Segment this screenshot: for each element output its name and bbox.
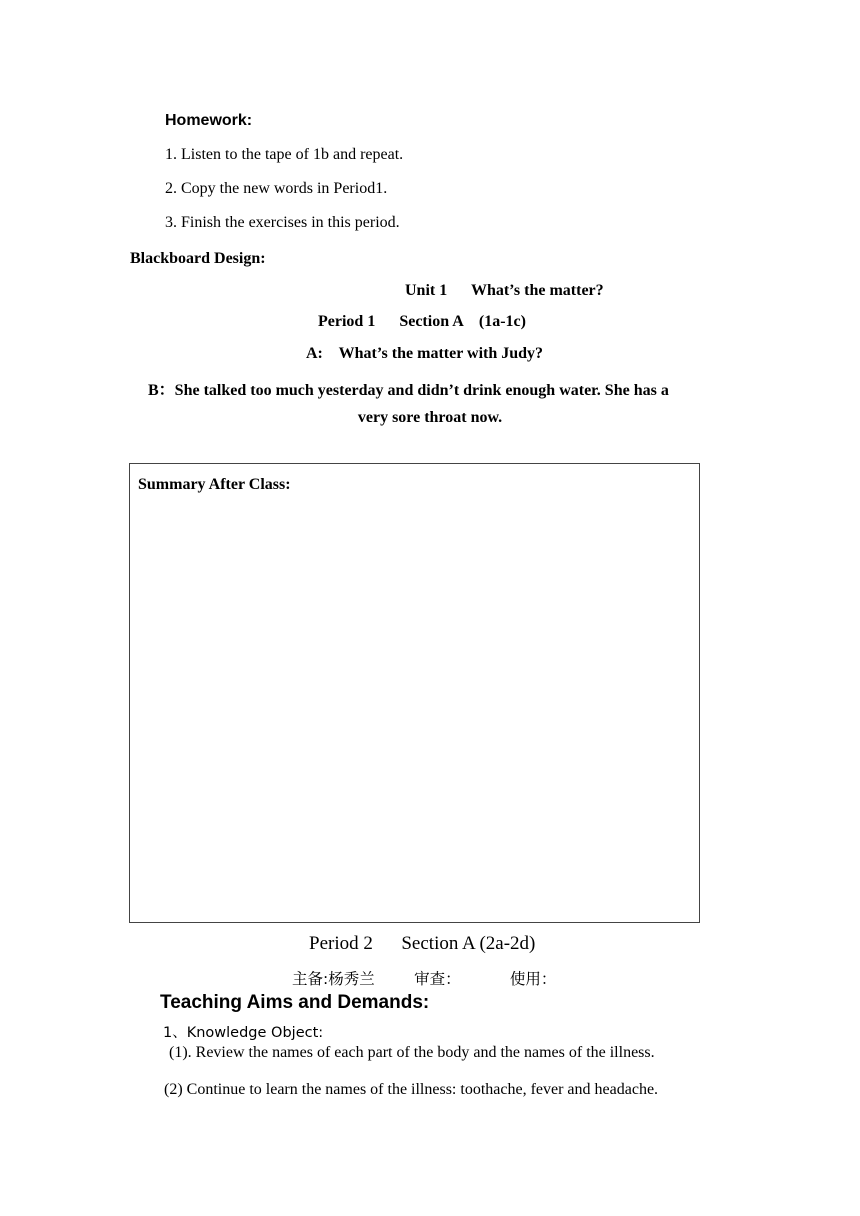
homework-heading: Homework: <box>165 112 253 129</box>
blackboard-period-title: Period 1 Section A (1a-1c) <box>318 313 526 330</box>
aims-item-1: (1). Review the names of each part of the body and the names of the illness. <box>165 1044 655 1061</box>
summary-heading: Summary After Class: <box>138 476 291 493</box>
blackboard-unit-title: Unit 1 What’s the matter? <box>405 282 604 299</box>
period2-credits: 主备:杨秀兰 审查： 使用： <box>292 970 557 988</box>
blackboard-line-a: A: What’s the matter with Judy? <box>306 345 544 362</box>
homework-item-2: 2. Copy the new words in Period1. <box>165 180 388 197</box>
summary-box <box>129 463 700 923</box>
homework-item-3: 3. Finish the exercises in this period. <box>165 214 400 231</box>
period2-title: Period 2 Section A (2a-2d) <box>309 933 536 954</box>
homework-item-1: 1. Listen to the tape of 1b and repeat. <box>165 146 404 163</box>
knowledge-object-label: 1、Knowledge Object: <box>163 1025 324 1041</box>
blackboard-line-b: B：She talked too much yesterday and didn’t drink enough water. She has a <box>148 382 669 399</box>
teaching-aims-heading: Teaching Aims and Demands: <box>160 992 430 1013</box>
aims-item-2: (2) Continue to learn the names of the illness: toothache, fever and headache. <box>164 1081 659 1098</box>
blackboard-line-b-continued: very sore throat now. <box>357 409 503 426</box>
blackboard-heading: Blackboard Design: <box>130 250 266 267</box>
